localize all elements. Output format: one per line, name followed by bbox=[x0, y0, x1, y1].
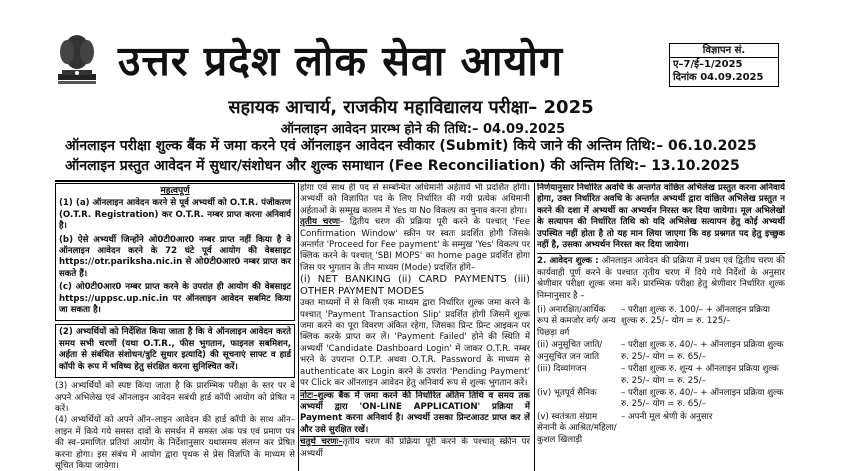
state-emblem bbox=[54, 30, 100, 86]
fee-category: (iv) भूतपूर्व सैनिक bbox=[537, 387, 597, 398]
note-paragraph bbox=[300, 390, 530, 438]
important-heading: महत्वपूर्ण bbox=[160, 186, 190, 196]
note-label: नोटः– bbox=[300, 390, 318, 401]
step3-label: तृतीय चरणः bbox=[300, 217, 340, 228]
step4-paragraph bbox=[300, 437, 530, 460]
instruction-3: (3) अभ्यर्थियों को स्पष्ट किया जाता है कि प्रारम्भिक परीक्षा के स्तर पर वे अपने अभिलेख एवं ऑनलाइन आवेदन सबंधी हार्ड कॉपी आयोग को प्रेषित न करें। bbox=[55, 381, 295, 414]
fee-amount: – परीक्षा शुल्क रु. 40/– + ऑनलाइन प्रक्रिया शुल्क रु. 25/– योग = रु. 65/– bbox=[621, 340, 784, 362]
column-3 bbox=[537, 183, 785, 471]
column-divider bbox=[298, 183, 299, 471]
fee-intro: ऑनलाइन आवेदन की प्रक्रिया में प्रथम एवं द्वितीय चरण की कार्यवाही पूर्ण करने के पश्चात तृतीय चरण में दिये गये निर्देशों के अनुसार श्रेणीवार परीक्षा शुल्क जमा करें। प्रारम्भिक परीक्षा हेतु श्रेणीवार निर्धारित शुल्क निम्नानुसार है – bbox=[537, 256, 785, 301]
payment-details: उक्त माध्यमों में से किसी एक माध्यम द्वारा निर्धारित शुल्क जमा करने के पश्चात् 'Payment Transaction Slip' प्रदर्शित होगी जिसमें शुल्क जमा करने का पूरा विवरण अंकित रहेगा, जिसका प्रिन्ट प्रिन्ट आइकन पर क्लिक करके प्राप्त कर लें। 'Payment Failed' होने की स्थिति में अभ्यर्थी 'Candidate Dashboard Login' में जाकर O.T.R. नम्बर भरने के उपरान्त O.T.P. अथवा O.T.R. Password के माध्यम से authenticate कर Login करने के उपरांत 'Pending Payment' पर Click कर ऑनलाइन आवेदन हेतु अनिवार्य रूप से शुल्क भुगतान करें। bbox=[300, 298, 530, 389]
fee-table bbox=[537, 305, 785, 446]
step3-text: – द्वितीय चरण की प्रक्रिया पूरी करने के पश्चात् 'Fee Confirmation Window' स्क्रीन पर स्वतः प्रदर्शित होगी जिसके अन्तर्गत 'Proceed for Fee payment' के सम्मुख 'Yes' विकल्प पर क्लिक करने के पश्चात् 'SBI MOPS' का home page प्रदर्शित होगा जिस पर भुगतान के तीन माध्यम (Mode) प्रदर्शित होंगे– bbox=[300, 217, 530, 273]
step4-label: चतुर्थ चरणः– bbox=[300, 437, 343, 448]
fee-category: (i) अनारक्षित/आर्थिक रूप से कमजोर वर्ग/ अन्य पिछड़ा वर्ग bbox=[537, 305, 616, 338]
fee-intro-paragraph bbox=[537, 256, 785, 302]
adv-title: विज्ञापन सं. bbox=[670, 44, 778, 58]
fee-heading: 2. आवेदन शुल्क : bbox=[537, 256, 599, 267]
step4-text: तृतीय चरण की प्रक्रिया पूरी करने के पश्चात् स्क्रीन पर अभ्यर्थी bbox=[300, 437, 530, 459]
organization-name: उत्तर प्रदेश लोक सेवा आयोग bbox=[118, 37, 564, 85]
payment-modes: (i) NET BANKING (ii) CARD PAYMENTS (iii) OTHER PAYMENT MODES bbox=[300, 274, 530, 298]
start-date-line: ऑनलाइन आवेदन प्रारम्भ होने की तिथि:– 04.09.2025 bbox=[280, 122, 566, 137]
column-divider bbox=[534, 183, 535, 471]
note-text: शुल्क बैंक में जमा करने की निर्धारित अंतिम तिथि व समय तक अभ्यर्थी द्वारा 'ON-LINE APPLICATION' प्रक्रिया में Payment करना अनिवार्य है। अभ्यर्थी उसका प्रिन्टआउट प्राप्त कर लें और उसे सुरक्षित रखें। bbox=[300, 390, 530, 435]
fee-deadline-line: ऑनलाइन परीक्षा शुल्क बैंक में जमा करने एवं ऑनलाइन आवेदन स्वीकार (Submit) किये जाने की अन्तिम तिथि:– 06.10.2025 bbox=[65, 138, 757, 154]
step2-continued: होगा एवं साथ ही पद से सम्बन्धित अधिमानी अर्हतायें भी प्रदर्शित होंगी। अभ्यर्थी को विज्ञापित पद के लिए निर्धारित की गयी प्रत्येक अधिमानी अर्हताओं के सम्मुख कालम में Yes या No विकल्प का चुनाव करना होगा। bbox=[300, 183, 530, 216]
fee-category: (ii) अनुसूचित जाति/ अनुसूचित जन जाति bbox=[537, 340, 603, 362]
fee-amount: – अपनी मूल श्रेणी के अनुसार bbox=[621, 411, 713, 422]
adv-date: दिनांक 04.09.2025 bbox=[673, 72, 764, 83]
fee-amount: – परीक्षा शुल्क रु. शून्य + ऑनलाइन प्रक्रिया शुल्क रु. 25/– योग = रु. 25/– bbox=[621, 364, 779, 386]
advertisement-box bbox=[669, 43, 779, 87]
adv-number: ए–7/ई–1/2025 bbox=[673, 59, 743, 70]
important-point-c: (c) ओ0टी0आर0 नम्बर प्राप्त करने के उपरांत ही आयोग की वेबसाइट https://uppsc.up.nic.in पर ऑनलाइन आवेदन सबमिट किया जा सकता है। bbox=[59, 282, 291, 316]
important-point-a: (1) (a) ऑनलाइन आवेदन करने से पूर्व अभ्यर्थी को O.T.R. पंजीकरण (O.T.R. Registration) कर O.T.R. नम्बर प्राप्त करना अनिवार्य है। bbox=[59, 198, 291, 232]
exam-title: सहायक आचार्य, राजकीय महाविद्यालय परीक्षा– 2025 bbox=[228, 97, 594, 118]
correction-deadline-line: ऑनलाइन प्रस्तुत आवेदन में सुधार/संशोधन और शुल्क समाधान (Fee Reconciliation) की अन्तिम तिथि:– 13.10.2025 bbox=[65, 158, 740, 174]
document-verification-note: निर्णयानुसार निर्धारित अवधि के अन्तर्गत वांछित अभिलेख प्रस्तुत करना अनिवार्य होगा, उक्त निर्धारित अवधि के अन्तर्गत अभ्यर्थी द्वारा वांछित अभिलेख प्रस्तुत न करने की दशा में अभ्यर्थी का अभ्यर्थन निरस्त कर दिया जायेगा। मूल अभिलेखों के सत्यापन की निर्धारित तिथि को यदि अभिलेख सत्यापन हेतु कोई अभ्यर्थी उपस्थित नहीं होता है तो यह मान लिया जाएगा कि वह प्रश्नगत पद हेतु इच्छुक नहीं है, उसका अभ्यर्थन निरस्त कर दिया जायेगा। bbox=[537, 183, 785, 254]
important-box bbox=[55, 183, 295, 321]
instruction-2: (2) अभ्यर्थियों को निर्देशित किया जाता है कि वे ऑनलाइन आवेदन करते समय सभी चरणों (यथा O.T.R., फीस भुगतान, फाइनल सबमिशन, अर्हता से संबंधित संशोधन/त्रुटि सुधार इत्यादि) की सूचनाएं साफ्ट व हार्ड कॉपी के रूप में भविष्य हेतु संरक्षित करना सुनिश्चित करें। bbox=[59, 327, 291, 372]
instruction-box bbox=[55, 324, 295, 378]
column-2 bbox=[300, 183, 530, 471]
fee-category: (iii) दिव्यांगजन bbox=[537, 364, 587, 375]
header-divider bbox=[55, 180, 785, 182]
fee-amount: – परीक्षा शुल्क रु. 40/– + ऑनलाइन प्रक्रिया शुल्क रु. 25/– योग = रु. 65/– bbox=[621, 387, 784, 410]
instruction-4: (4) अभ्यर्थियों को अपने ऑन–लाइन आवेदन की हार्ड कॉपी के साथ ऑन–लाइन में किये गये समस्त दावों के समर्थन में समस्त अंक पत्र एवं प्रमाण पत्र की स्व–प्रमाणित प्रतियां आयोग के निर्देशानुसार यथासमय संलग्न कर प्रेषित करना होगा। इस संबंध में आयोग द्वारा पृथक से प्रेस विज्ञप्ति के माध्यम से सूचित किया जायेगा। bbox=[55, 415, 295, 471]
column-1 bbox=[55, 183, 295, 471]
ashoka-emblem-icon bbox=[54, 30, 100, 86]
important-point-b: (b) ऐसे अभ्यर्थी जिन्होंने ओ0टी0आर0 नम्बर प्राप्त नहीं किया है वे ऑनलाइन आवेदन करने के 72 घंटे पूर्व आयोग की वेबसाइट https://otr.pariksha.nic.in से ओ0टी0आर0 नम्बर प्राप्त कर सकते हैं। bbox=[59, 234, 291, 279]
step3-paragraph bbox=[300, 217, 530, 274]
fee-amount: – परीक्षा शुल्क रु. 100/– + ऑनलाइन प्रक्रिया शुल्क रु. 25/– योग = रु. 125/– bbox=[621, 305, 770, 327]
fee-category: (v) स्वतंत्रता संग्राम सेनानी के आश्रित/महिला/ कुशल खिलाड़ी bbox=[537, 411, 617, 445]
